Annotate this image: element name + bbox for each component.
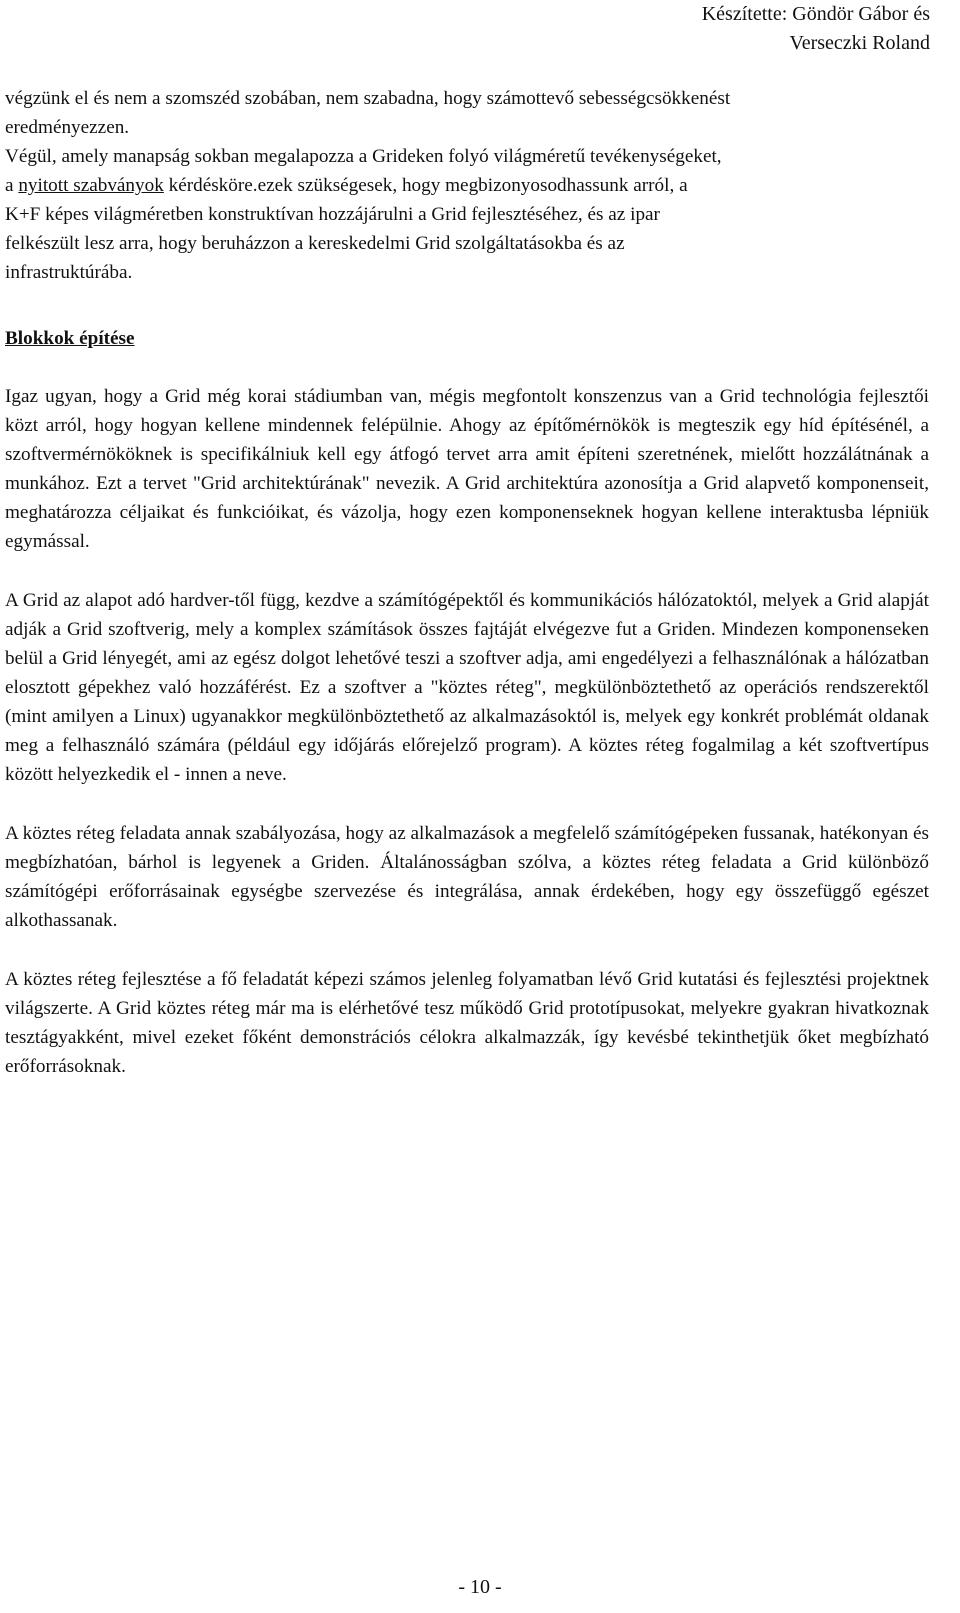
body-paragraph: A köztes réteg fejlesztése a fő feladatát képezi számos jelenleg folyamatban lévő Grid kutatási és fejlesztési projektnek világszerte. A Grid köztes réteg már ma is elérhetővé tesz működő Grid prototípusokat, melyekre gyakran hivatkoznak tesztágyakként, mivel ezeket főként demonstrációs célokra alkalmazzák, így kevésbé tekinthetjük őket megbízható erőforrásoknak. [5,969,929,1077]
open-standards-link[interactable]: nyitott szabványok [18,175,164,196]
intro-line: végzünk el és nem a szomszéd szobában, nem szabadna, hogy számottevő sebességcsökkenést [5,88,731,109]
intro-paragraph [5,84,929,287]
body-paragraph: A köztes réteg feladata annak szabályozása, hogy az alkalmazások a megfelelő számítógépeken fussanak, hatékonyan és megbízhatóan, bárhol is legyenek a Griden. Általánosságban szólva, a köztes réteg feladata a Grid különböző számítógépi erőforrásainak egységbe szervezése és integrálása, annak érdekében, hogy egy összefüggő egészet alkothassanak. [5,823,929,931]
page-header [702,0,930,58]
intro-line: felkészült lesz arra, hogy beruházzon a kereskedelmi Grid szolgáltatásokba és az [5,233,625,254]
page-content [5,84,929,1081]
intro-text: kérdésköre. [163,175,258,196]
intro-line: Végül, amely manapság sokban megalapozza a Grideken folyó világméretű tevékenységeket, [5,146,722,167]
header-author-line-1: Készítette: Göndör Gábor és [701,3,930,25]
body-paragraph: A Grid az alapot adó hardver-től függ, kezdve a számítógépektől és kommunikációs hálózatoktól, melyek a Grid alapját adják a Grid szoftverig, mely a komplex számítások összes fajtáját elvégezve fut a Griden. Mindezen komponenseken belül a Grid lényegét, ami az egész dolgot lehetővé teszi a szoftver adja, ami engedélyezi a felhasználónak a hálózatban elosztott gépekhez való hozzáférést. Ez a szoftver a "köztes réteg", megkülönböztethető az operációs rendszerektől (mint amilyen a Linux) ugyanakkor megkülönböztethető az alkalmazásoktól is, melyek egy konkrét problémát oldanak meg a felhasználó számára (például egy időjárás előrejelző program). A köztes réteg fogalmilag a két szoftvertípus között helyezkedik el - innen a neve. [5,590,929,785]
body-paragraph: Igaz ugyan, hogy a Grid még korai stádiumban van, mégis megfontolt konszenzus van a Grid technológia fejlesztői közt arról, hogy hogyan kellene mindennek felépülnie. Ahogy az építőmérnökök is megteszik egy híd építésénél, a szoftvermérnököknek is specifikálniuk kell egy átfogó tervet arra amit építeni szeretnének, mielőtt hozzálátnának a munkához. Ezt a tervet "Grid architektúrának" nevezik. A Grid architektúra azonosítja a Grid alapvető komponenseit, meghatározza céljaikat és funkcióikat, és vázolja, hogy ezen komponenseknek hogyan kellene interaktusba lépniük egymással. [5,386,929,552]
intro-text: ezek szükségesek, hogy megbizonyosodhassunk arról, a [257,175,688,196]
section-heading: Blokkok építése [5,328,135,349]
intro-line: eredményezzen. [5,117,130,138]
intro-line [5,171,929,200]
header-author-line-2: Verseczki Roland [789,32,930,54]
intro-line: infrastruktúrába. [5,262,133,283]
intro-line: K+F képes világméretben konstruktívan hozzájárulni a Grid fejlesztéséhez, és az ipar [5,204,660,225]
page-number: - 10 - [458,1576,502,1598]
intro-text: a [5,175,19,196]
